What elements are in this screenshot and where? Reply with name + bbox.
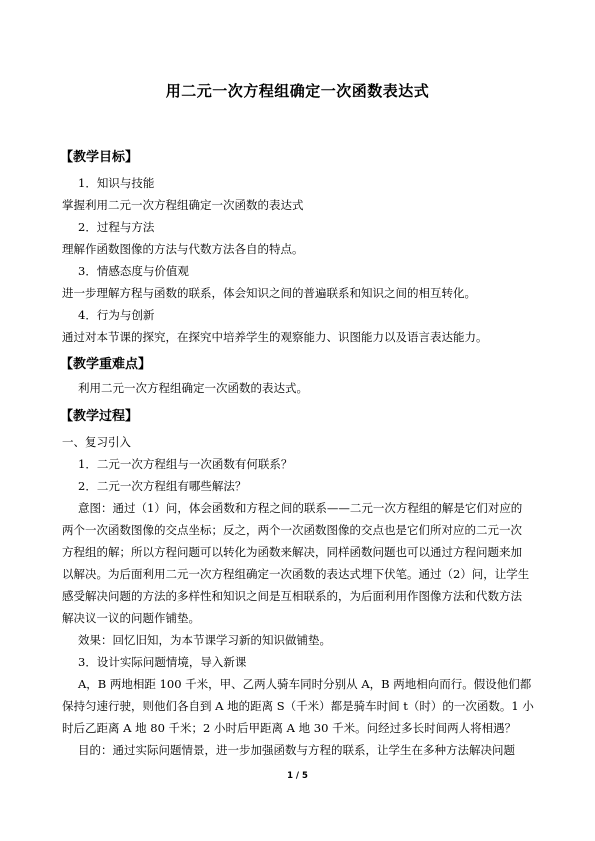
text-line: 1．二元一次方程组与一次函数有何联系？ bbox=[78, 457, 293, 471]
heading-key-points: 【教学重难点】 bbox=[60, 357, 152, 372]
text-line: 3．情感态度与价值观 bbox=[78, 264, 189, 278]
text-line: 掌握利用二元一次方程组确定一次函数的表达式 bbox=[62, 198, 304, 212]
text-line: 2．过程与方法 bbox=[78, 220, 155, 234]
text-line: 通过对本节课的探究，在探究中培养学生的观察能力、识图能力以及语言表达能力。 bbox=[62, 330, 488, 344]
text-line: 理解作函数图像的方法与代数方法各自的特点。 bbox=[62, 242, 304, 256]
text-line: 时后乙距离 A 地 80 千米；2 小时后甲距离 A 地 30 千米。问经过多长时间两人将相遇？ bbox=[62, 721, 517, 735]
text-line: 利用二元一次方程组确定一次函数的表达式。 bbox=[78, 381, 308, 395]
heading-process: 【教学过程】 bbox=[60, 409, 139, 424]
text-line: 意图：通过（1）问，体会函数和方程之间的联系——二元一次方程组的解是它们对应的 bbox=[78, 501, 523, 515]
text-line: 1．知识与技能 bbox=[78, 176, 155, 190]
text-line: 感受解决问题的方法的多样性和知识之间是互相联系的，为后面利用作图像方法和代数方法 bbox=[62, 589, 522, 603]
text-line: 效果：回忆旧知，为本节课学习新的知识做铺垫。 bbox=[78, 633, 331, 647]
text-line: 进一步理解方程与函数的联系，体会知识之间的普遍联系和知识之间的相互转化。 bbox=[62, 286, 476, 300]
text-line: 以解决。为后面利用二元一次方程组确定一次函数的表达式埋下伏笔。通过（2）问，让学生 bbox=[62, 567, 530, 581]
text-line: 4．行为与创新 bbox=[78, 308, 155, 322]
text-line: 两个一次函数图像的交点坐标；反之，两个一次函数图像的交点也是它们所对应的二元一次 bbox=[62, 523, 522, 537]
heading-objectives: 【教学目标】 bbox=[60, 150, 139, 165]
text-line: 2．二元一次方程组有哪些解法？ bbox=[78, 479, 247, 493]
page-number: 1 / 5 bbox=[287, 771, 308, 781]
page-title: 用二元一次方程组确定一次函数表达式 bbox=[165, 82, 430, 100]
text-line: 3．设计实际问题情境，导入新课 bbox=[78, 655, 247, 669]
text-line: 目的：通过实际问题情景，进一步加强函数与方程的联系，让学生在多种方法解决问题 bbox=[78, 743, 515, 757]
text-line: 解决议一议的问题作铺垫。 bbox=[62, 611, 200, 625]
text-line: 保持匀速行驶，则他们各自到 A 地的距离 S（千米）都是骑车时间 t（时）的一次函数。1 小 bbox=[62, 699, 534, 713]
text-line: 一、复习引入 bbox=[62, 435, 131, 449]
text-line: 方程组的解；所以方程问题可以转化为函数来解决，同样函数问题也可以通过方程问题来加 bbox=[62, 545, 522, 559]
text-line: A，B 两地相距 100 千米，甲、乙两人骑车同时分别从 A，B 两地相向而行。假设他们都 bbox=[78, 677, 532, 691]
